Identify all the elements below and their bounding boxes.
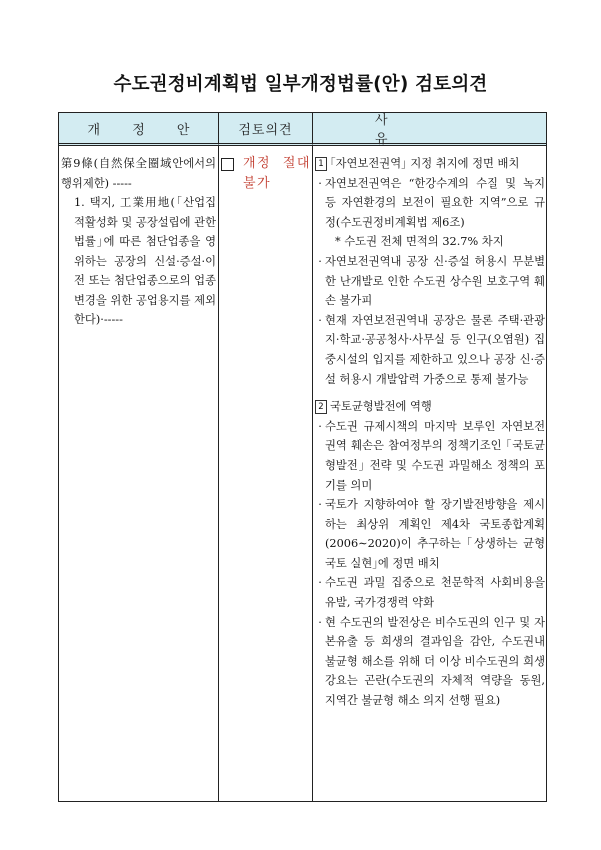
- header-opinion: 검토의견: [218, 113, 312, 146]
- list-item: · 자연보전권역내 공장 신·증설 허용시 무분별한 난개발로 인한 수도권 상수원 보호구역 훼손 불가피: [315, 252, 545, 311]
- column-divider: [312, 146, 313, 801]
- list-item: · 국토가 지향하여야 할 장기발전방향을 제시하는 최상위 계획인 제4차 국토종합계획(2006∼2020)이 추구하는 ｢상생하는 균형국토 실현｣에 정면 배치: [315, 495, 545, 573]
- bullet-mark: ·: [318, 498, 322, 512]
- opinion-cell: [221, 154, 311, 194]
- section-heading: 국토균형발전에 역행: [330, 400, 432, 414]
- checkbox-marker: [221, 158, 234, 171]
- bullet-mark: ·: [318, 576, 322, 590]
- bullet-mark: ·: [318, 615, 322, 629]
- reason-cell: [315, 154, 545, 719]
- page-title: 수도권정비계획법 일부개정법률(안) 검토의견: [113, 74, 488, 95]
- amendment-cell: [61, 154, 216, 330]
- list-item: · 현 수도권의 발전상은 비수도권의 인구 및 자본유출 등 희생의 결과임을 감안, 수도권내 불균형 해소를 위해 더 이상 비수도권의 희생 강요는 곤란(수도권의 자체적 역량을 동원, 지역간 불균형 해소 의지 선행 필요): [315, 613, 545, 711]
- list-note: * 수도권 전체 면적의 32.7% 차지: [335, 235, 504, 249]
- section-number-box: 2: [315, 400, 327, 414]
- header-reason: 사 유: [312, 113, 546, 146]
- list-item: · 수도권 과밀 집중으로 천문학적 사회비용을 유발, 국가경쟁력 약화: [315, 573, 545, 612]
- review-table: [58, 112, 547, 802]
- section-number-box: 1: [315, 157, 327, 171]
- opinion-verdict: 개정 절대 불가: [243, 156, 311, 191]
- amendment-item: 1. 택지, 工業用地(｢산업집적활성화 및 공장설립에 관한 법률｣에 따른 첨단업종을 영위하는 공장의 신설·증설·이전 또는 첨단업종으로의 업종변경을 위한 공업용지를 제외한다)·-----: [74, 196, 216, 326]
- list-item: · 현재 자연보전권역내 공장은 물론 주택·관광지·학교·공공청사·사무실 등 인구(오염원) 집중시설의 입지를 제한하고 있으나 공장 신·증설 허용시 개발압력 가중으로 통제 불가능: [315, 311, 545, 389]
- list-item: · 자연보전권역은 “한강수계의 수질 및 녹지 등 자연환경의 보전이 필요한 지역”으로 규정(수도권정비계획법 제6조): [315, 174, 545, 233]
- reason-section-1: [315, 154, 545, 389]
- bullet-mark: ·: [318, 254, 322, 268]
- section-heading: ｢자연보전권역｣ 지정 취지에 정면 배치: [330, 157, 520, 170]
- bullet-mark: ·: [318, 176, 322, 190]
- bullet-mark: ·: [318, 313, 322, 327]
- header-amendment: 개 정 안: [59, 113, 218, 146]
- reason-section-2: [315, 397, 545, 711]
- amendment-article: 第9條(自然保全圈域안에서의 행위제한) -----: [61, 157, 216, 190]
- bullet-mark: ·: [318, 419, 322, 433]
- column-divider: [218, 146, 219, 801]
- list-item: · 수도권 규제시책의 마지막 보루인 자연보전권역 훼손은 참여정부의 정책기조인 ｢국토균형발전｣ 전략 및 수도권 과밀해소 정책의 포기를 의미: [315, 417, 545, 495]
